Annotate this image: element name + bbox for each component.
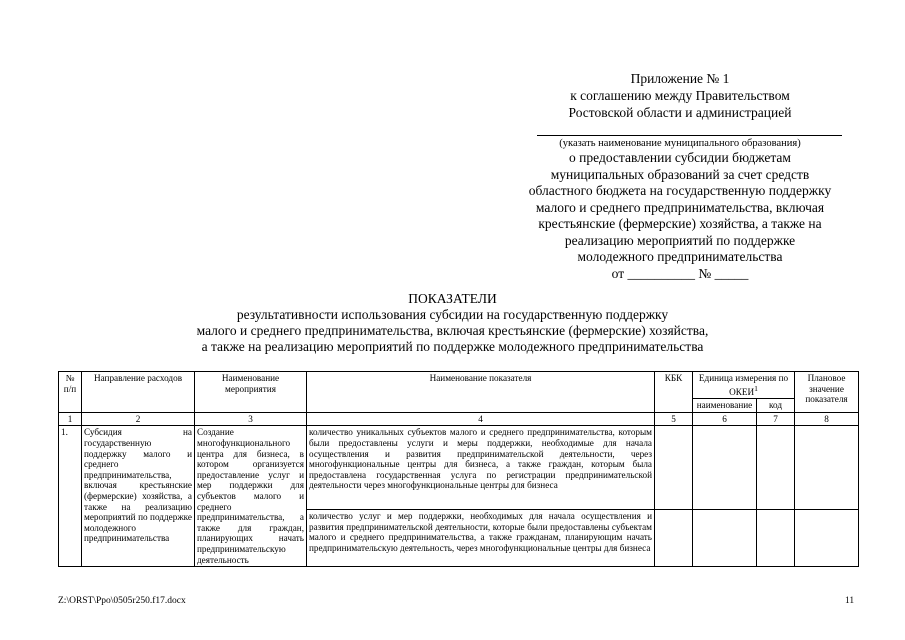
heading-line: результативности использования субсидии на государственную поддержку bbox=[236, 307, 669, 322]
col-number: 4 bbox=[307, 412, 655, 426]
col-number: 2 bbox=[82, 412, 195, 426]
annex-body-line: крестьянские (фермерские) хозяйства, а также на bbox=[538, 216, 822, 231]
col-number: 1 bbox=[59, 412, 82, 426]
cell-unit-code bbox=[757, 426, 795, 510]
col-number: 3 bbox=[195, 412, 307, 426]
annex-title: Приложение № 1 bbox=[630, 71, 730, 86]
header-event: Наименование мероприятия bbox=[195, 372, 307, 413]
annex-body bbox=[515, 150, 845, 282]
table-row bbox=[59, 426, 859, 510]
cell-kbk bbox=[655, 426, 693, 510]
cell-unit-name bbox=[693, 426, 757, 510]
col-number: 6 bbox=[693, 412, 757, 426]
page-number: 11 bbox=[845, 596, 855, 606]
heading-title: ПОКАЗАТЕЛИ bbox=[408, 291, 497, 306]
footnote-mark: 1 bbox=[754, 383, 758, 393]
cell-kbk bbox=[655, 510, 693, 567]
header-unit-name: наименование bbox=[693, 399, 757, 413]
header-num: № п/п bbox=[59, 372, 82, 413]
annex-body-line: малого и среднего предпринимательства, включая bbox=[535, 199, 825, 215]
header-kbk: КБК bbox=[655, 372, 693, 413]
col-number: 5 bbox=[655, 412, 693, 426]
header-direction: Направление расходов bbox=[82, 372, 195, 413]
header-indicator: Наименование показателя bbox=[307, 372, 655, 413]
annex-body-line: реализацию мероприятий по поддержке bbox=[564, 232, 796, 248]
heading-line: а также на реализацию мероприятий по поддержке молодежного предпринимательства bbox=[201, 339, 704, 354]
heading-line: малого и среднего предпринимательства, включая крестьянские (фермерские) хозяйства, bbox=[196, 323, 709, 338]
annex-hint: (указать наименование муниципального образования) bbox=[559, 138, 801, 149]
row-indicator-2: количество услуг и мер поддержки, необходимых для начала осуществления и развития предпринимательской деятельности, которые были предоставлены субъектам малого и среднего предпринимательства, а также гражданам, планирующим начать предпринимательскую деятельность, через многофункциональные центры для бизнеса bbox=[307, 510, 655, 567]
annex-line-2: к соглашению между Правительством bbox=[570, 88, 790, 103]
cell-plan bbox=[795, 510, 859, 567]
cell-plan bbox=[795, 426, 859, 510]
col-number: 7 bbox=[757, 412, 795, 426]
header-unit-code: код bbox=[757, 399, 795, 413]
row-num: 1. bbox=[59, 426, 82, 567]
blank-line bbox=[537, 135, 842, 136]
footer-filename: Z:\ORST\Ppo\0505r250.f17.docx bbox=[58, 596, 186, 606]
annex-line-3: Ростовской области и администрацией bbox=[568, 105, 792, 120]
annex-body-line: молодежного предпринимательства bbox=[577, 249, 783, 264]
header-unit bbox=[693, 372, 795, 399]
annex-date-line: от __________ № _____ bbox=[611, 265, 749, 281]
col-number: 8 bbox=[795, 412, 859, 426]
annex-block bbox=[515, 70, 845, 282]
header-unit-label: Единица измерения по ОКЕИ bbox=[698, 373, 789, 397]
row-event: Создание многофункционального центра для бизнеса, в котором организуется предоставление услуг и мер поддержки для субъектов малого и среднего предпринимательства, а также для граждан, планирующих начать предпринимательскую деятельность bbox=[195, 426, 307, 567]
row-indicator-1: количество уникальных субъектов малого и среднего предпринимательства, которым были предоставлены услуги и меры поддержки, необходимые для начала осуществления и развития предпринимательской деятельности, через многофункциональные центры для бизнеса, а также граждан, которым была предоставлена государственная услуга по регистрации предпринимательской деятельности через многофункциональные центры для бизнеса bbox=[307, 426, 655, 510]
annex-body-line: о предоставлении субсидии бюджетам bbox=[569, 150, 791, 165]
header-plan: Плановое значение показателя bbox=[795, 372, 859, 413]
annex-body-line: областного бюджета на государственную поддержку bbox=[528, 183, 832, 198]
cell-unit-code bbox=[757, 510, 795, 567]
row-direction: Субсидия на государственную поддержку малого и среднего предпринимательства, включая крестьянские (фермерские) хозяйства, а также на реализацию мероприятий по поддержке молодежного предпринимательства bbox=[82, 426, 195, 567]
indicators-table bbox=[58, 371, 859, 567]
annex-body-line: муниципальных образований за счет средств bbox=[550, 166, 810, 182]
cell-unit-name bbox=[693, 510, 757, 567]
indicators-heading bbox=[0, 291, 905, 355]
